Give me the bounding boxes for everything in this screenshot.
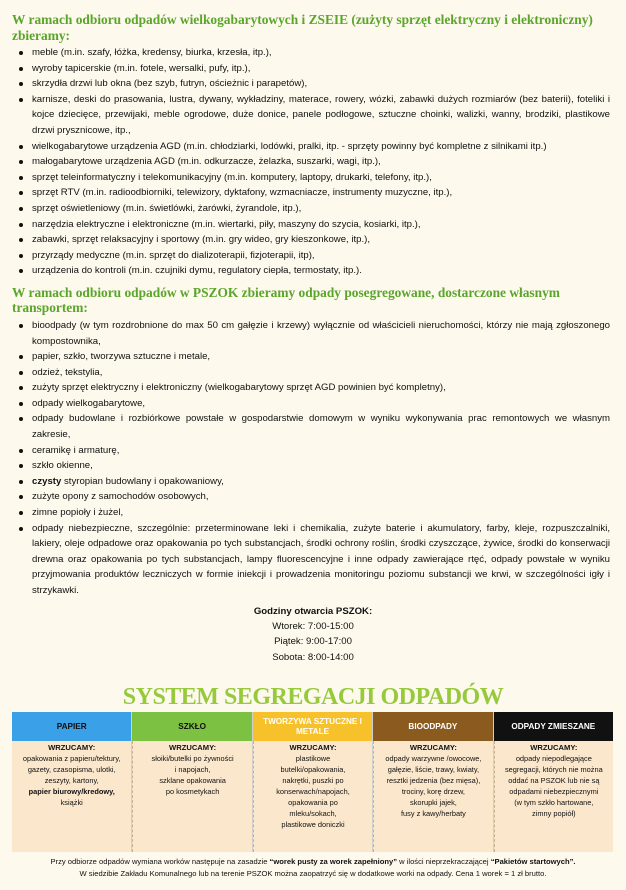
bold-prefix: czysty (32, 475, 62, 487)
we-collect-label: WRZUCAMY: (169, 743, 217, 752)
bin-item: nakrętki, puszki po (282, 776, 344, 785)
bin-item: butelki/opakowania, (280, 765, 346, 774)
list-item: urządzenia do kontroli (m.in. czujniki dymu, regulatory ciepła, termostaty, itp.). (12, 263, 614, 279)
section2-title: W ramach odbioru odpadów w PSZOK zbieramy odpady posegregowane, dostarczone własnym transportem: (12, 284, 560, 316)
bin-item: papier biurowy/kredowy, (28, 787, 115, 796)
bin-header: ODPADY ZMIESZANE (494, 712, 613, 741)
bin-item: segregacji, których nie można (504, 765, 603, 774)
opening-hours-line: Sobota: 8:00-14:00 (272, 651, 354, 663)
bins-table (12, 712, 613, 852)
bin-header: PAPIER (12, 712, 131, 741)
bin-header: TWORZYWA SZTUCZNE I METALE (253, 712, 372, 741)
list-item: karnisze, deski do prasowania, lustra, dywany, wykładziny, materace, rowery, wózki, zabawki dużych rozmiarów (bez baterii), foteliki i kojce dziecięce, przewijaki, meble ogrodowe, duże donice, panele podłogowe, sztuczne choinki, walizki, wanny, brodziki, plastikowe drzwi prysznicowe, itp., (12, 92, 614, 139)
bin-item: (w tym szkło hartowane, (514, 798, 594, 807)
we-collect-label: WRZUCAMY: (48, 743, 96, 752)
bin-item: plastikowe (295, 754, 331, 763)
list-item: zużyte opony z samochodów osobowych, (12, 489, 614, 505)
bin-content (253, 741, 372, 852)
list-item: małogabarytowe urządzenia AGD (m.in. odkurzacze, żelazka, suszarki, wagi, itp.), (12, 154, 614, 170)
bin-item: konserwach/napojach, (276, 787, 350, 796)
bin-item: po kosmetykach (165, 787, 220, 796)
bin-content (494, 741, 613, 852)
list-item: wyroby tapicerskie (m.in. fotele, wersalki, pufy, itp.), (12, 61, 614, 77)
segregation-system-title: SYSTEM SEGREGACJI ODPADÓW (122, 684, 504, 710)
bin-column (12, 712, 132, 852)
list-item: skrzydła drzwi lub okna (bez szyb, futryn, ościeżnic i parapetów), (12, 76, 614, 92)
bin-item: odpadami niebezpiecznymi (509, 787, 599, 796)
list-item: zimne popioły i żużel, (12, 505, 614, 521)
footer-line-2: W siedzibie Zakładu Komunalnego lub na terenie PSZOK można zaopatrzyć się w dodatkowe worki na odpady. Cena 1 worek = 1 zł brutto. (79, 868, 547, 878)
bin-item: zeszyty, kartony, (44, 776, 99, 785)
bin-item: fusy z kawy/herbaty (400, 809, 466, 818)
bin-item: opakowania z papieru/tektury, (22, 754, 121, 763)
list-item: sprzęt RTV (m.in. radioodbiorniki, telewizory, dyktafony, wzmacniacze, instrumenty muzyczne, itp.), (12, 185, 614, 201)
list-item: czysty styropian budowlany i opakowaniowy, (12, 474, 614, 490)
section1-list (12, 45, 614, 279)
list-item: szkło okienne, (12, 458, 614, 474)
footer-note (0, 856, 626, 879)
bin-item: oddać na PSZOK lub nie są (508, 776, 600, 785)
bin-item: książki (60, 798, 83, 807)
list-item: meble (m.in. szafy, łóżka, kredensy, biurka, krzesła, itp.), (12, 45, 614, 61)
footer-line-1: Przy odbiorze odpadów wymiana worków następuje na zasadzie “worek pusty za worek zapełniony” w ilości nieprzekraczającej “Pakietów startowych”. (50, 857, 576, 866)
bin-item: słoiki/butelki po żywności (151, 754, 234, 763)
bin-column (253, 712, 373, 852)
list-item: wielkogabarytowe urządzenia AGD (m.in. chłodziarki, lodówki, pralki, itp. - sprzęty powinny być kompletne z silnikami itp.) (12, 139, 614, 155)
bin-item: opakowania po (288, 798, 338, 807)
bin-column (373, 712, 493, 852)
bin-item: resztki jedzenia (bez mięsa), (386, 776, 481, 785)
bin-column (494, 712, 613, 852)
list-item: odzież, tekstylia, (12, 365, 614, 381)
opening-hours (12, 604, 614, 666)
list-item: odpady budowlane i rozbiórkowe powstałe w gospodarstwie domowym w wyniku wykonywania prac remontowych we własnym zakresie, (12, 411, 614, 442)
list-item: ceramikę i armaturę, (12, 443, 614, 459)
opening-hours-line: Wtorek: 7:00-15:00 (272, 620, 354, 632)
list-item: odpady wielkogabarytowe, (12, 396, 614, 412)
bin-item: skorupki jajek, (410, 798, 457, 807)
bin-content (132, 741, 251, 852)
list-item: papier, szkło, tworzywa sztuczne i metale, (12, 349, 614, 365)
list-item: przyrządy medyczne (m.in. sprzęt do dializoterapii, fizjoterapii, itp), (12, 248, 614, 264)
list-item: sprzęt oświetleniowy (m.in. świetlówki, żarówki, żyrandole, itp.), (12, 201, 614, 217)
we-collect-label: WRZUCAMY: (409, 743, 457, 752)
list-item: sprzęt teleinformatyczny i telekomunikacyjny (m.in. komputery, laptopy, drukarki, telefony, itp.), (12, 170, 614, 186)
list-item: odpady niebezpieczne, szczególnie: przeterminowane leki i chemikalia, zużyte baterie i akumulatory, farby, kleje, rozpuszczalniki, lakiery, oleje odpadowe oraz opakowania po tych substancjach, środki ochrony roślin, środki czyszczące, żywice, środki do konserwacji drewna oraz opakowania po tych substancjach, lampy fluorescencyjne i inne odpady zawierające rtęć, odpady powstałe w wyniku przyjmowania produktów leczniczych w formie iniekcji i prowadzenia monitoringu poziomu substancji we krwi, w szczególności igły i strzykawki. (12, 521, 614, 599)
bin-item: gałęzie, liście, trawy, kwiaty, (387, 765, 480, 774)
bin-item: odpady niepodlegające (515, 754, 592, 763)
list-item: bioodpady (w tym rozdrobnione do max 50 cm gałęzie i krzewy) wyłącznie od właścicieli nieruchomości, którzy nie mają zgłoszonego kompostownika, (12, 318, 614, 349)
section1-title: W ramach odbioru odpadów wielkogabarytowych i ZSEIE (zużyty sprzęt elektryczny i elektroniczny) zbieramy: (12, 12, 593, 43)
list-item: narzędzia elektryczne i elektroniczne (m.in. wiertarki, piły, maszyny do szycia, kosiarki, itp.), (12, 217, 614, 233)
bin-item: mleku/sokach, (289, 809, 337, 818)
bin-item: szklane opakowania (159, 776, 226, 785)
bin-header: BIOODPADY (373, 712, 492, 741)
section2-list (12, 318, 614, 599)
bin-item: plastikowe doniczki (281, 820, 345, 829)
bin-header: SZKŁO (132, 712, 251, 741)
opening-hours-line: Piątek: 9:00-17:00 (274, 636, 352, 648)
bin-content (373, 741, 492, 852)
we-collect-label: WRZUCAMY: (289, 743, 337, 752)
bin-item: i napojach, (174, 765, 211, 774)
bin-content (12, 741, 131, 852)
bin-item: odpady warzywne /owocowe, (385, 754, 482, 763)
we-collect-label: WRZUCAMY: (530, 743, 578, 752)
list-item: zużyty sprzęt elektryczny i elektroniczny (wielkogabarytowy sprzęt AGD powinien być kompletny), (12, 380, 614, 396)
bin-column (132, 712, 252, 852)
bin-item: trociny, korę drzew, (401, 787, 465, 796)
bin-item: gazety, czasopisma, ulotki, (27, 765, 116, 774)
list-item: zabawki, sprzęt relaksacyjny i sportowy (m.in. gry wideo, gry kieszonkowe, itp.), (12, 232, 614, 248)
opening-hours-title: Godziny otwarcia PSZOK: (253, 605, 373, 617)
bin-item: zimny popiół) (532, 809, 576, 818)
